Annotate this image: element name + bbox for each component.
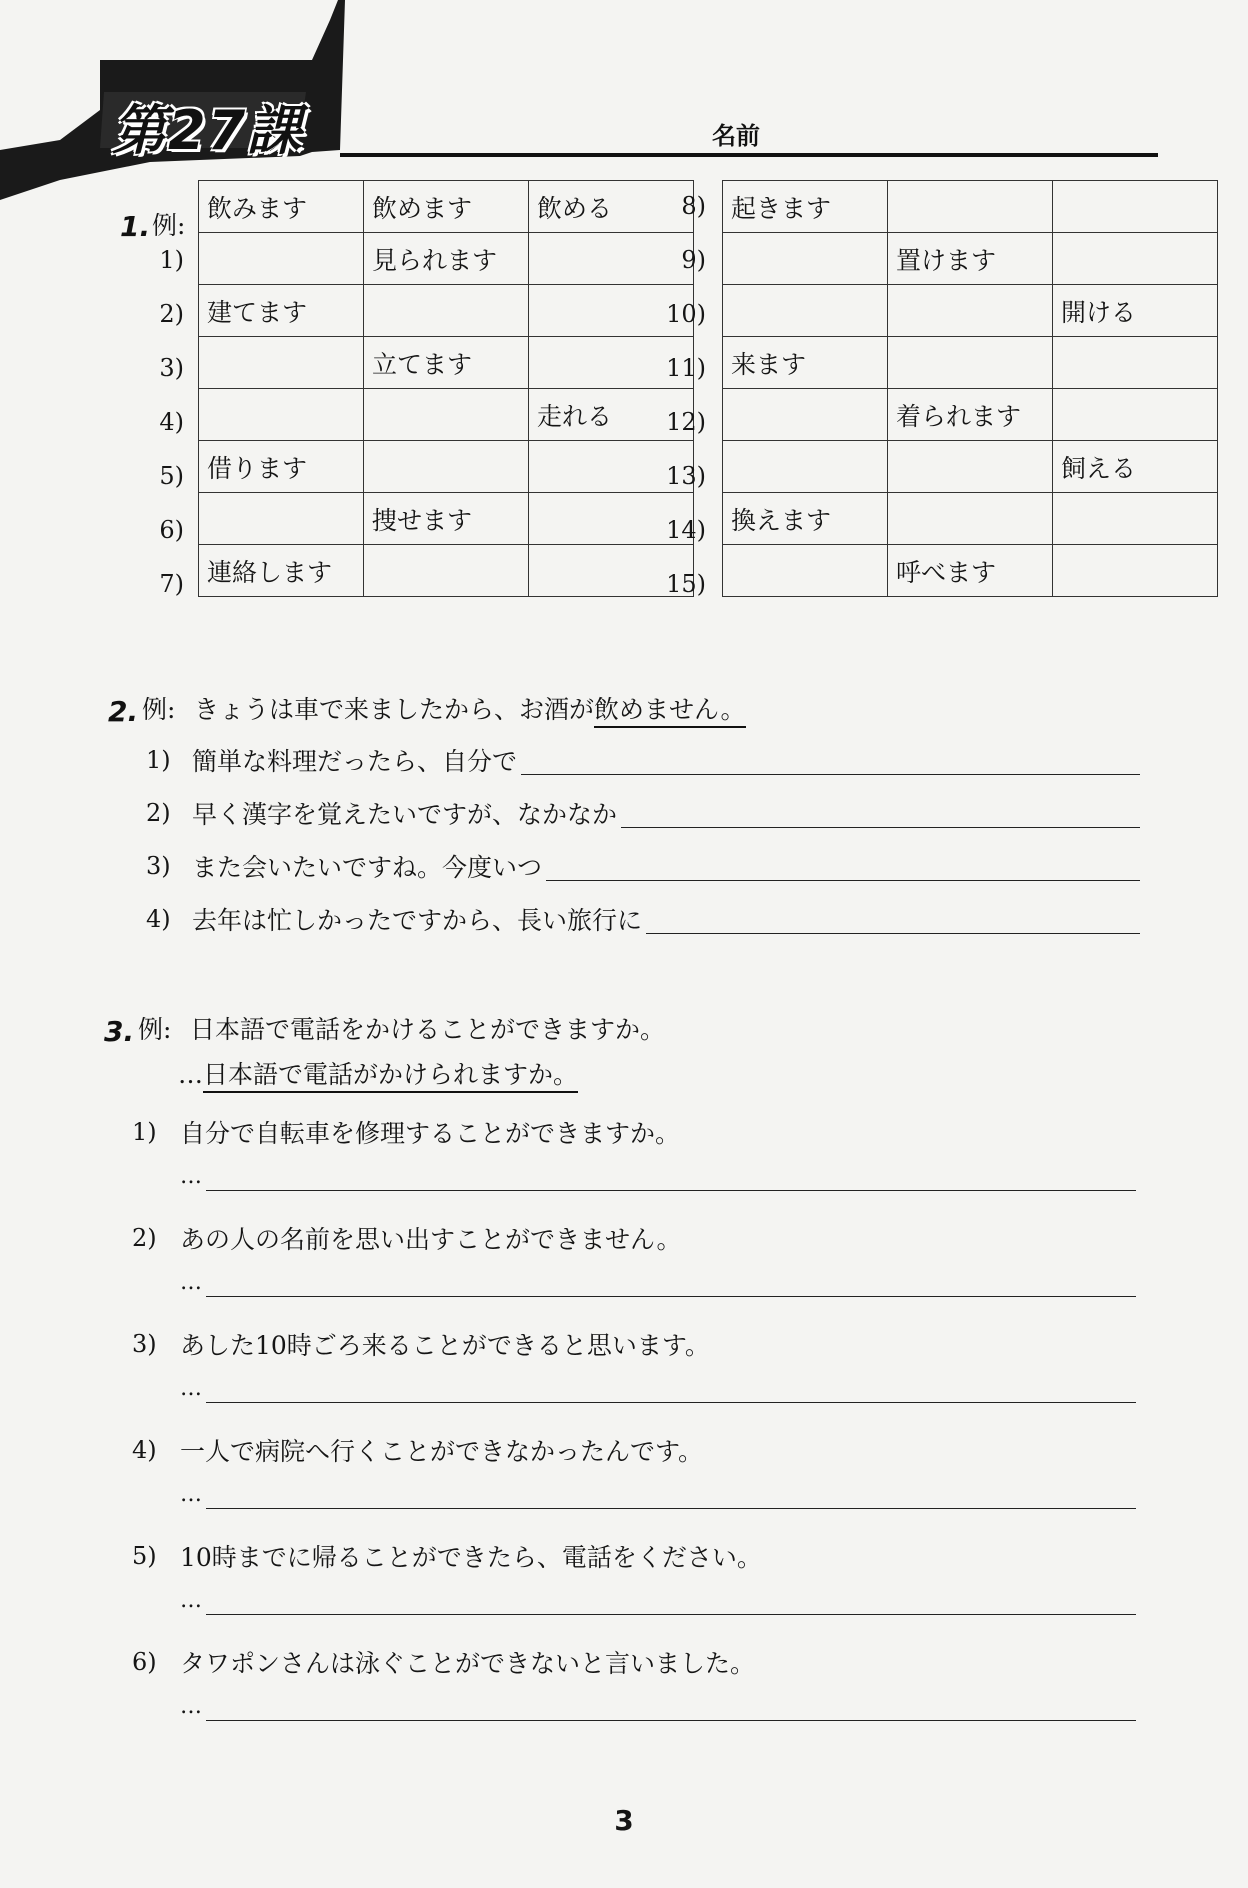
table-row: [199, 493, 694, 545]
verb-form-cell: 呼べます: [888, 545, 1053, 597]
blank-answer-cell[interactable]: [1053, 545, 1218, 597]
verb-form-cell: 捜せます: [364, 493, 529, 545]
name-label: 名前: [712, 122, 760, 150]
blank-answer-cell[interactable]: [888, 441, 1053, 493]
answer-line[interactable]: [206, 1296, 1136, 1297]
row-number: 4): [159, 408, 184, 436]
blank-answer-cell[interactable]: [723, 545, 888, 597]
row-number: 15): [666, 570, 706, 598]
answer-line[interactable]: [206, 1402, 1136, 1403]
blank-answer-cell[interactable]: [1053, 493, 1218, 545]
verb-form-cell: 開ける: [1053, 285, 1218, 337]
example-answer: 飲めません。: [594, 695, 746, 728]
item-prompt: 早く漢字を覚えたいですが、なかなか: [192, 800, 618, 829]
blank-answer-cell[interactable]: [723, 441, 888, 493]
item-number: 6): [132, 1648, 157, 1676]
item-prompt: あの人の名前を思い出すことができません。: [180, 1225, 682, 1254]
item-prompt: 一人で病院へ行くことができなかったんです。: [180, 1437, 704, 1466]
answer-dots: …: [180, 1376, 201, 1401]
answer-line[interactable]: [621, 827, 1140, 828]
item-number: 4): [132, 1436, 157, 1464]
verb-form-cell: 着られます: [888, 389, 1053, 441]
table-row: [723, 389, 1218, 441]
blank-answer-cell[interactable]: [199, 493, 364, 545]
verb-form-cell: 飲みます: [199, 181, 364, 233]
verb-form-cell: 借ります: [199, 441, 364, 493]
row-number: 5): [159, 462, 184, 490]
blank-answer-cell[interactable]: [1053, 181, 1218, 233]
section-2-example-label: 例:: [142, 695, 176, 724]
verb-form-cell: 置けます: [888, 233, 1053, 285]
section-3-example-answer-line: [178, 1055, 578, 1091]
table-row: [723, 337, 1218, 389]
answer-line[interactable]: [546, 880, 1140, 881]
example-answer: 日本語で電話がかけられますか。: [203, 1060, 578, 1093]
item-number: 2): [146, 799, 171, 827]
table-row: [199, 389, 694, 441]
blank-answer-cell[interactable]: [1053, 337, 1218, 389]
item-number: 2): [132, 1224, 157, 1252]
blank-answer-cell[interactable]: [1053, 389, 1218, 441]
table-row: [199, 545, 694, 597]
answer-line[interactable]: [206, 1508, 1136, 1509]
table-row: [723, 441, 1218, 493]
table-row: [723, 285, 1218, 337]
answer-line[interactable]: [206, 1720, 1136, 1721]
table-row: [199, 181, 694, 233]
item-prompt: また会いたいですね。今度いつ: [192, 853, 543, 882]
blank-answer-cell[interactable]: [364, 545, 529, 597]
table-row: [199, 233, 694, 285]
section-3-number: 3.: [104, 1015, 135, 1048]
row-number: 9): [681, 246, 706, 274]
row-number: 13): [666, 462, 706, 490]
verb-form-cell: 連絡します: [199, 545, 364, 597]
blank-answer-cell[interactable]: [364, 389, 529, 441]
lesson-title: 第27課: [112, 99, 304, 162]
blank-answer-cell[interactable]: [199, 233, 364, 285]
conjugation-table-right: [722, 180, 1218, 597]
blank-answer-cell[interactable]: [723, 233, 888, 285]
blank-answer-cell[interactable]: [888, 285, 1053, 337]
blank-answer-cell[interactable]: [888, 181, 1053, 233]
name-underline: [340, 153, 1158, 157]
table-row: [199, 337, 694, 389]
row-number: 2): [159, 300, 184, 328]
answer-dots: …: [180, 1164, 201, 1189]
answer-line[interactable]: [206, 1190, 1136, 1191]
verb-form-cell: 建てます: [199, 285, 364, 337]
item-number: 1): [132, 1118, 157, 1146]
answer-line[interactable]: [646, 933, 1140, 934]
item-number: 3): [146, 852, 171, 880]
item-prompt: あした10時ごろ来ることができると思います。: [180, 1331, 710, 1360]
answer-dots: …: [180, 1694, 201, 1719]
section-2-example-sentence: [194, 690, 746, 726]
answer-dots: …: [180, 1588, 201, 1613]
conjugation-table-left: [198, 180, 694, 597]
answer-dots: …: [180, 1270, 201, 1295]
row-number: 7): [159, 570, 184, 598]
answer-dots: …: [180, 1482, 201, 1507]
table-row: [199, 285, 694, 337]
row-number: 10): [666, 300, 706, 328]
page-number: 3: [614, 1804, 634, 1837]
verb-form-cell: 立てます: [364, 337, 529, 389]
item-prompt: 簡単な料理だったら、自分で: [192, 747, 518, 776]
blank-answer-cell[interactable]: [1053, 233, 1218, 285]
section-3-example-question: 日本語で電話をかけることができますか。: [190, 1015, 666, 1044]
item-prompt: 自分で自転車を修理することができますか。: [180, 1119, 681, 1148]
blank-answer-cell[interactable]: [199, 389, 364, 441]
row-number: 8): [681, 192, 706, 220]
item-prompt: 去年は忙しかったですから、長い旅行に: [192, 906, 643, 935]
answer-line[interactable]: [206, 1614, 1136, 1615]
blank-answer-cell[interactable]: [888, 493, 1053, 545]
verb-form-cell: 飲めます: [364, 181, 529, 233]
row-number: 6): [159, 516, 184, 544]
blank-answer-cell[interactable]: [888, 337, 1053, 389]
row-number: 3): [159, 354, 184, 382]
verb-form-cell: 換えます: [723, 493, 888, 545]
blank-answer-cell[interactable]: [723, 389, 888, 441]
item-number: 1): [146, 746, 171, 774]
row-number: 1): [159, 246, 184, 274]
table-row: [199, 441, 694, 493]
section-2-number: 2.: [108, 695, 139, 728]
table-row: [723, 545, 1218, 597]
row-number: 14): [666, 516, 706, 544]
item-number: 5): [132, 1542, 157, 1570]
section-1-number: 1.: [120, 210, 151, 243]
table-row: [723, 493, 1218, 545]
verb-form-cell: 飼える: [1053, 441, 1218, 493]
blank-answer-cell[interactable]: [364, 441, 529, 493]
answer-line[interactable]: [521, 774, 1140, 775]
verb-form-cell: 来ます: [723, 337, 888, 389]
verb-form-cell: 起きます: [723, 181, 888, 233]
table-row: [723, 181, 1218, 233]
blank-answer-cell[interactable]: [364, 285, 529, 337]
row-number: 12): [666, 408, 706, 436]
example-prefix: きょうは車で来ましたから、お酒が: [194, 695, 595, 724]
verb-form-cell: 走れる: [529, 389, 694, 441]
item-number: 3): [132, 1330, 157, 1358]
verb-form-cell: 見られます: [364, 233, 529, 285]
item-number: 4): [146, 905, 171, 933]
table-row: [723, 233, 1218, 285]
section-1-example-label: 例:: [152, 211, 186, 240]
blank-answer-cell[interactable]: [723, 285, 888, 337]
section-3-example-label: 例:: [138, 1015, 172, 1044]
item-prompt: 10時までに帰ることができたら、電話をください。: [180, 1543, 762, 1572]
blank-answer-cell[interactable]: [199, 337, 364, 389]
row-number: 11): [666, 354, 706, 382]
verb-form-cell: 飲める: [529, 181, 694, 233]
item-prompt: タワポンさんは泳ぐことができないと言いました。: [180, 1649, 756, 1678]
example-dots: …: [178, 1060, 203, 1089]
